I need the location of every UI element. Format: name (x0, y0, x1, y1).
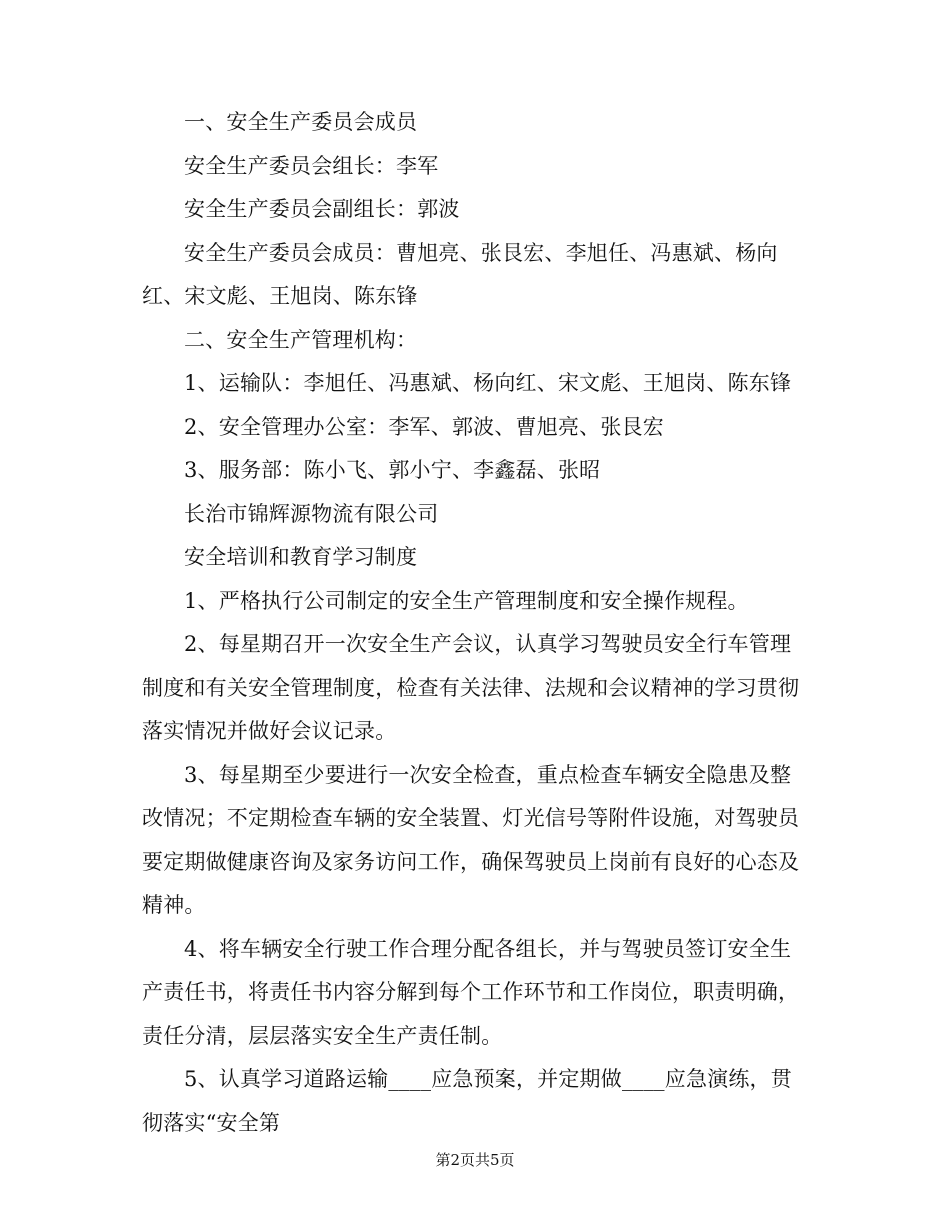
section-heading-committee: 一、安全生产委员会成员 (184, 110, 418, 134)
transport-team: 1、运输队：李旭任、冯惠斌、杨向红、宋文彪、王旭岗、陈东锋 (184, 371, 792, 395)
safety-office: 2、安全管理办公室：李军、郭波、曹旭亮、张艮宏 (184, 414, 664, 439)
page-number-footer: 第2页共5页 (435, 1151, 515, 1169)
policy-item-1: 1、严格执行公司制定的安全生产管理制度和安全操作规程。 (184, 588, 749, 613)
committee-leader: 安全生产委员会组长：李军 (184, 153, 439, 178)
policy-item-5: 5、认真学习道路运输____应急预案，并定期做____应急演练，贯彻落实“安全第 (142, 1067, 792, 1135)
document-body (142, 101, 812, 1145)
committee-members: 安全生产委员会成员：曹旭亮、张艮宏、李旭任、冯惠斌、杨向红、宋文彪、王旭岗、陈东锋 (142, 240, 778, 308)
policy-item-3: 3、每星期至少要进行一次安全检查，重点检查车辆安全隐患及整改情况；不定期检查车辆的安全装置、灯光信号等附件设施，对驾驶员要定期做健康咨询及家务访问工作，确保驾驶员上岗前有良好的心态及精神。 (142, 762, 800, 917)
section-heading-organization: 二、安全生产管理机构： (184, 327, 418, 352)
company-name: 长治市锦辉源物流有限公司 (184, 501, 439, 526)
policy-title: 安全培训和教育学习制度 (184, 545, 418, 569)
service-department: 3、服务部：陈小飞、郭小宁、李鑫磊、张昭 (184, 458, 601, 482)
committee-deputy-leader: 安全生产委员会副组长：郭波 (184, 197, 460, 221)
policy-item-2: 2、每星期召开一次安全生产会议，认真学习驾驶员安全行车管理制度和有关安全管理制度，检查有关法律、法规和会议精神的学习贯彻落实情况并做好会议记录。 (142, 632, 800, 743)
policy-item-4: 4、将车辆安全行驶工作合理分配各组长，并与驾驶员签订安全生产责任书，将责任书内容分解到每个工作环节和工作岗位，职责明确，责任分清，层层落实安全生产责任制。 (142, 936, 800, 1048)
